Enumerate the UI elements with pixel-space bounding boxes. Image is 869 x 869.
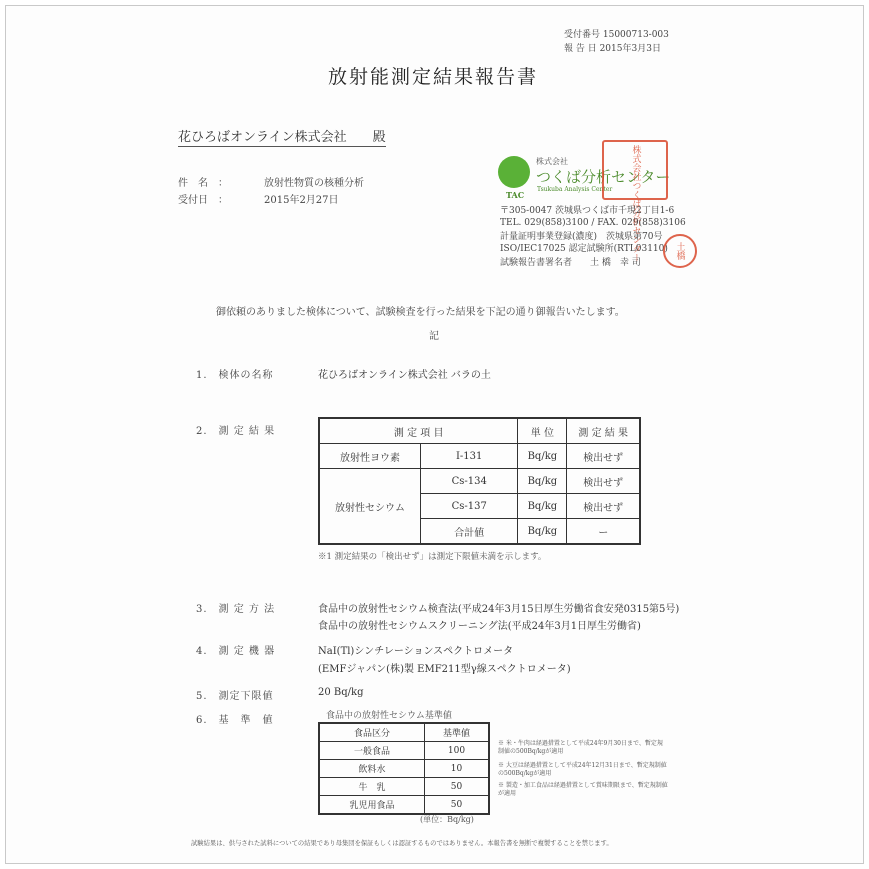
subject-value: 放射性物質の核種分析 [264, 178, 364, 189]
unit-cell: Bq/kg [518, 444, 567, 469]
table-row [319, 444, 640, 469]
result-cell: 検出せず [567, 494, 640, 519]
unit-cell: Bq/kg [518, 494, 567, 519]
item4-label: 4. 測 定 機 器 [196, 646, 276, 657]
table-row [319, 778, 489, 796]
results-header-result: 測 定 結 果 [567, 418, 640, 444]
standards-header-value: 基準値 [425, 723, 490, 742]
standards-unit: (単位：Bq/kg) [420, 815, 474, 824]
received-value: 2015年2月27日 [264, 195, 339, 206]
unit-cell: Bq/kg [518, 519, 567, 545]
results-header-row [319, 418, 640, 444]
results-header-unit: 単 位 [518, 418, 567, 444]
logo-badge: TAC [506, 190, 525, 200]
company-registration: 計量証明事業登録(濃度) 茨城県第70号 [500, 232, 663, 242]
item4-line1: NaI(Tl)シンチレーションスペクトロメータ [318, 646, 514, 657]
item2-label: 2. 測 定 結 果 [196, 426, 276, 437]
table-row [319, 469, 640, 494]
table-row [319, 796, 489, 815]
personal-seal [663, 234, 697, 268]
company-tel: TEL. 029(858)3100 / FAX. 029(858)3106 [500, 218, 686, 228]
company-address: 〒305-0047 茨城県つくば市千現2丁目1-6 [500, 206, 675, 216]
standards-caption: 食品中の放射性セシウム基準値 [326, 711, 452, 721]
nuclide-cell: Cs-134 [421, 469, 518, 494]
company-name: つくば分析センター [536, 168, 671, 186]
company-iso: ISO/IEC17025 認定試験所(RTL03110) [500, 244, 668, 254]
result-cell: 検出せず [567, 444, 640, 469]
report-date: 報 告 日 2015年3月3日 [564, 44, 661, 54]
category-cesium: 放射性セシウム [319, 469, 421, 545]
nuclide-cell: Cs-137 [421, 494, 518, 519]
category-cell: 牛 乳 [319, 778, 425, 796]
item5-value: 20 Bq/kg [318, 687, 364, 698]
subject-label: 件 名 ： [178, 178, 228, 189]
company-kabushiki: 株式会社 [536, 157, 568, 166]
result-cell: 検出せず [567, 469, 640, 494]
addressee: 花ひろばオンライン株式会社 殿 [178, 126, 386, 147]
standards-note-2: ※ 大豆は経過措置として平成24年12月31日まで、暫定規制値の500Bq/kgが適用 [498, 762, 667, 777]
report-page [5, 5, 864, 864]
company-signer: 試験報告書署名者 土 橋 幸 司 [500, 258, 641, 268]
nuclide-cell: I-131 [421, 444, 518, 469]
company-logo-icon [498, 156, 530, 188]
page-title: 放射能測定結果報告書 [328, 66, 539, 88]
item3-label: 3. 測 定 方 法 [196, 604, 276, 615]
category-iodine: 放射性ヨウ素 [319, 444, 421, 469]
company-seal-text: 株式会社つくば分析センター [630, 145, 641, 262]
received-label: 受付日 ： [178, 195, 228, 206]
item6-label: 6. 基 準 値 [196, 715, 274, 726]
results-header-item: 測 定 項 目 [319, 418, 518, 444]
standards-header-row [319, 723, 489, 742]
value-cell: 10 [425, 760, 490, 778]
result-cell: ー [567, 519, 640, 545]
value-cell: 100 [425, 742, 490, 760]
table-row [319, 742, 489, 760]
item5-label: 5. 測定下限値 [196, 691, 274, 702]
standards-note-1: ※ 米・牛肉は経過措置として平成24年9月30日まで、暫定規制値の500Bq/kgが適用 [498, 740, 663, 755]
category-cell: 乳児用食品 [319, 796, 425, 815]
value-cell: 50 [425, 778, 490, 796]
standards-note-3: ※ 製造・加工食品は経過措置として賞味期限まで、暫定規制値が適用 [498, 782, 668, 797]
table-row [319, 760, 489, 778]
results-table [318, 417, 641, 545]
value-cell: 50 [425, 796, 490, 815]
company-seal [602, 140, 668, 262]
results-note: ※1 測定結果の「検出せず」は測定下限値未満を示します。 [318, 552, 547, 562]
standards-table [318, 722, 490, 815]
category-cell: 飲料水 [319, 760, 425, 778]
item3-line2: 食品中の放射性セシウムスクリーニング法(平成24年3月1日厚生労働省) [318, 621, 641, 632]
intro-text: 御依頼のありました検体について、試験検査を行った結果を下記の通り御報告いたします。 [216, 307, 625, 318]
item4-line2: (EMFジャパン(株)製 EMF211型γ線スペクトロメータ) [318, 664, 571, 675]
receipt-number: 受付番号 15000713-003 [564, 30, 669, 40]
category-cell: 一般食品 [319, 742, 425, 760]
personal-seal-text: 土橋 [674, 242, 685, 260]
item1-value: 花ひろばオンライン株式会社 バラの土 [318, 370, 491, 381]
unit-cell: Bq/kg [518, 469, 567, 494]
ki-mark: 記 [429, 331, 439, 342]
standards-header-category: 食品区分 [319, 723, 425, 742]
company-english: Tsukuba Analysis Center [537, 186, 613, 193]
nuclide-cell: 合計値 [421, 519, 518, 545]
footer-disclaimer: 試験結果は、供与された試料についての結果であり母集団を保証もしくは認証するものではありません。本報告書を無断で複製することを禁じます。 [191, 840, 613, 847]
item3-line1: 食品中の放射性セシウム検査法(平成24年3月15日厚生労働省食安発0315第5号) [318, 604, 680, 615]
item1-label: 1. 検体の名称 [196, 370, 274, 381]
